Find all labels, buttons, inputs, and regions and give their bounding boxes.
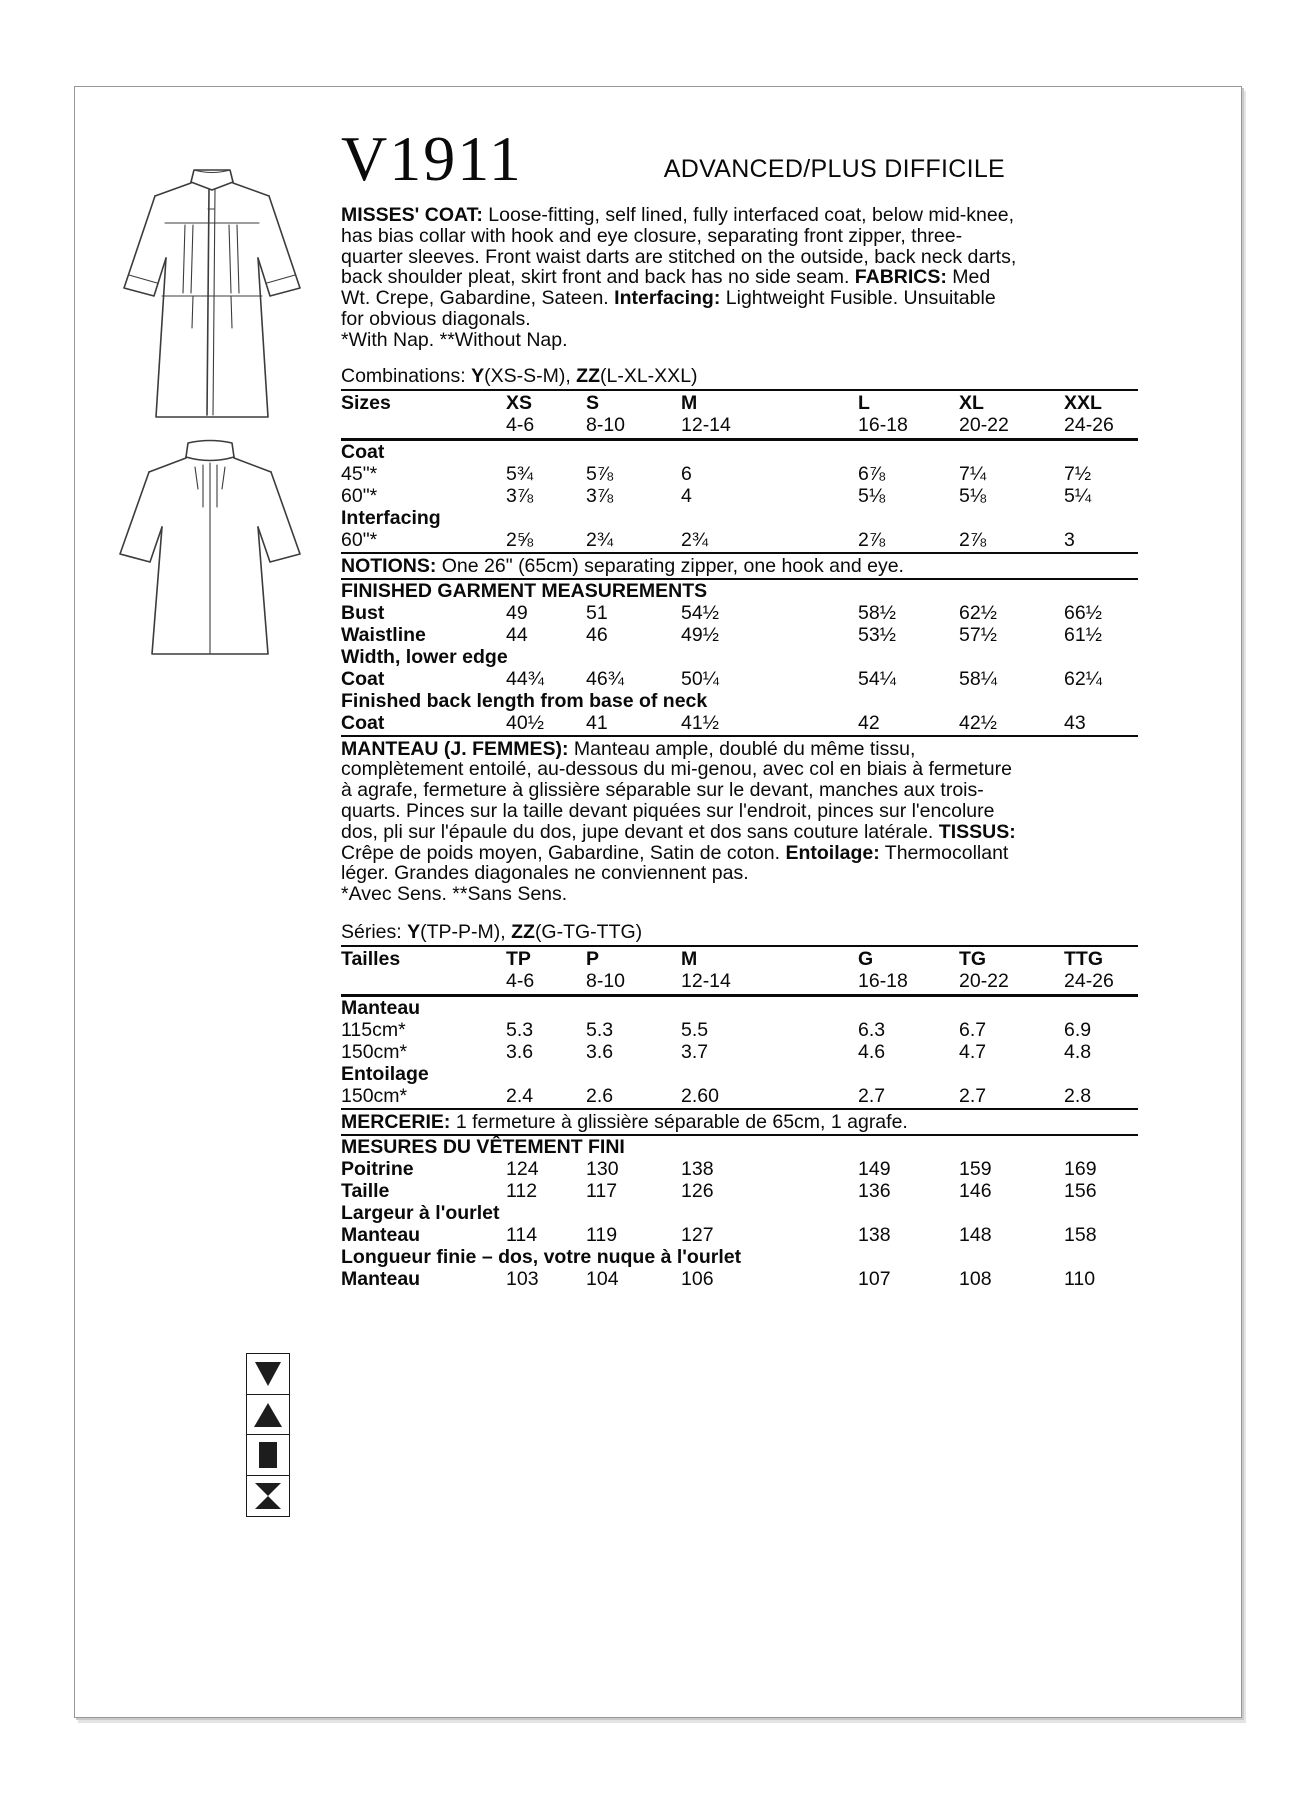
cell-value: 62½ [959,601,997,624]
cell-value: 5¼ [1064,484,1092,507]
english-description [341,205,1019,330]
cell-value: 2.7 [959,1084,987,1107]
table-header-row [341,948,1138,970]
cell-value: 44 [506,623,528,646]
cell-value: 46 [586,623,608,646]
column-header: XL [959,391,984,414]
column-header: M [681,391,698,414]
cell-value: 4.6 [858,1040,886,1063]
table-subheader-row [341,414,1138,436]
table-row [341,1108,1138,1136]
cell-value: 110 [1064,1267,1096,1290]
cell-value: 49½ [681,623,719,646]
cell-value: 7¼ [959,462,987,485]
series-line [341,921,1141,943]
cell-value: 108 [959,1267,992,1290]
row-label: Coat [341,667,385,690]
english-size-table-body [341,441,1138,737]
cell-value: 54¼ [858,667,896,690]
cell-value: 146 [959,1179,992,1202]
cell-value: 4.8 [1064,1040,1092,1063]
cell-value: 2.4 [506,1084,534,1107]
nap-triangle-up-icon [246,1394,290,1436]
combination-group: Y [471,364,485,387]
table-row [341,1085,1138,1107]
pattern-number: V1911 [341,123,523,194]
cell-value: 130 [586,1157,619,1180]
column-header: S [586,391,600,414]
cell-value: 3.7 [681,1040,709,1063]
column-subheader: 16-18 [858,969,908,992]
table-row [341,668,1138,690]
french-description [341,739,1019,885]
column-subheader: 24-26 [1064,413,1114,436]
cell-value: 61½ [1064,623,1102,646]
column-header: Tailles [341,947,401,970]
row-label: Manteau [341,1223,421,1246]
cell-value: 3⅞ [506,484,534,507]
cell-value: 58¼ [959,667,997,690]
cell-value: 6⅞ [858,462,886,485]
column-header: Sizes [341,391,391,414]
cell-value: 2⅞ [858,528,886,551]
difficulty-label: ADVANCED/PLUS DIFFICILE [663,155,1005,183]
cell-value: 117 [586,1179,618,1202]
section-label: MESURES DU VÊTEMENT FINI [341,1135,625,1158]
cell-value: 3.6 [506,1040,534,1063]
note-text: MERCERIE: 1 fermeture à glissière séparable de 65cm, 1 agrafe. [341,1110,908,1133]
cell-value: 148 [959,1223,992,1246]
column-subheader: 12-14 [681,413,731,436]
section-label: Width, lower edge [341,645,508,668]
column-header: P [586,947,600,970]
combination-group: ZZ [576,364,600,387]
column-subheader: 4-6 [506,413,535,436]
coat-back-technical-drawing [99,437,321,667]
series-sizes: (TP-P-M), [420,920,512,943]
fabrics-label: FABRICS: [854,266,947,289]
section-label: Longueur finie – dos, votre nuque à l'ourlet [341,1245,742,1268]
interfacing-text: Lightweight Fusible. Unsuitable for obvious diagonals. [341,287,996,330]
table-row [341,1224,1138,1246]
cell-value: 54½ [681,601,719,624]
cell-value: 5⅛ [959,484,987,507]
table-row [341,441,1138,463]
cell-value: 43 [1064,711,1086,734]
cell-value: 114 [506,1223,538,1246]
table-row [341,552,1138,580]
table-row [341,1268,1138,1290]
entoilage-text: Thermocollant léger. Grandes diagonales ne conviennent pas. [341,841,1009,885]
main-content [341,87,1141,1290]
description-text-fr: Manteau ample, doublé du même tissu, complètement entoilé, au-dessous du mi-genou, avec col en biais à fermeture à agrafe, fermeture à glissière séparable sur le devant, manches aux trois-quarts. Pinces sur la taille devant piquées sur l'endroit, pinces sur l'encolure dos, pli sur l'épaule du dos, jupe devant et dos sans couture latérale. [341,737,1012,843]
column-subheader: 24-26 [1064,969,1114,992]
cell-value: 5⅞ [586,462,614,485]
nap-triangle-down-icon [246,1353,290,1395]
cell-value: 112 [506,1179,538,1202]
english-nap-note: *With Nap. **Without Nap. [341,328,568,351]
cell-value: 44¾ [506,667,544,690]
section-label: Coat [341,440,385,463]
row-label: 60"* [341,528,378,551]
note-text: NOTIONS: One 26" (65cm) separating zipper, one hook and eye. [341,554,904,577]
cell-value: 50¼ [681,667,719,690]
cell-value: 2⅞ [959,528,987,551]
table-row [341,1063,1138,1085]
table-header [341,389,1138,441]
row-label: 150cm* [341,1040,408,1063]
cell-value: 2¾ [586,528,614,551]
table-row [341,463,1138,485]
cell-value: 2.60 [681,1084,719,1107]
french-nap-note: *Avec Sens. **Sans Sens. [341,883,568,906]
table-row [341,485,1138,507]
column-subheader: 4-6 [506,969,535,992]
cell-value: 3.6 [586,1040,614,1063]
cell-value: 58½ [858,601,896,624]
cell-value: 5¾ [506,462,534,485]
cell-value: 57½ [959,623,997,646]
row-label: Waistline [341,623,426,646]
nap-hourglass-icon [246,1475,290,1517]
table-row [341,624,1138,646]
cell-value: 2.7 [858,1084,886,1107]
column-header: M [681,947,698,970]
combinations-prefix: Combinations: [341,364,472,387]
cell-value: 2.6 [586,1084,614,1107]
table-row [341,997,1138,1019]
cell-value: 103 [506,1267,539,1290]
series-group: ZZ [511,920,535,943]
cell-value: 156 [1064,1179,1097,1202]
cell-value: 40½ [506,711,544,734]
column-subheader: 20-22 [959,969,1009,992]
table-row [341,580,1138,602]
cell-value: 158 [1064,1223,1097,1246]
cell-value: 3 [1064,528,1075,551]
cell-value: 149 [858,1157,891,1180]
row-label: Coat [341,711,385,734]
french-size-table-body [341,997,1138,1290]
cell-value: 41½ [681,711,719,734]
column-header: TG [959,947,987,970]
table-header-row [341,392,1138,414]
table-row [341,646,1138,668]
interfacing-label: Interfacing: [614,287,721,310]
description-text: Loose-fitting, self lined, fully interfaced coat, below mid-knee, has bias collar with hook and eye closure, separating front zipper, three-quarter sleeves. Front waist darts are stitched on the outside, back neck darts, back shoulder pleat, skirt front and back has no side seam. [341,204,1017,289]
cell-value: 42½ [959,711,997,734]
column-subheader: 8-10 [586,413,626,436]
table-row [341,507,1138,529]
cell-value: 6.7 [959,1018,987,1041]
cell-value: 51 [586,601,608,624]
cell-value: 2⅝ [506,528,534,551]
section-label: Finished back length from base of neck [341,689,708,712]
cell-value: 126 [681,1179,714,1202]
combination-sizes: (L-XL-XXL) [600,364,698,387]
table-row [341,1246,1138,1268]
cell-value: 169 [1064,1157,1097,1180]
table-row [341,1136,1138,1158]
cell-value: 138 [858,1223,891,1246]
row-label: Bust [341,601,385,624]
section-label: Interfacing [341,506,441,529]
cell-value: 66½ [1064,601,1102,624]
title-row [341,123,1005,194]
column-header: L [858,391,870,414]
cell-value: 5.3 [506,1018,534,1041]
table-row [341,1180,1138,1202]
table-row [341,529,1138,551]
row-label: Poitrine [341,1157,414,1180]
cell-value: 159 [959,1157,992,1180]
cell-value: 106 [681,1267,714,1290]
entoilage-label: Entoilage: [785,841,880,864]
cell-value: 6.9 [1064,1018,1092,1041]
column-subheader [341,970,506,992]
cell-value: 127 [681,1223,714,1246]
cell-value: 119 [586,1223,618,1246]
table-subheader-row [341,970,1138,992]
cell-value: 136 [858,1179,891,1202]
cell-value: 4.7 [959,1040,987,1063]
cell-value: 107 [858,1267,891,1290]
english-size-table [341,389,1138,737]
column-header: XXL [1064,391,1102,414]
cell-value: 6 [681,462,692,485]
row-label: 60"* [341,484,378,507]
series-prefix: Séries: [341,920,408,943]
table-row [341,1019,1138,1041]
row-label: 150cm* [341,1084,408,1107]
column-subheader: 16-18 [858,413,908,436]
section-label: Largeur à l'ourlet [341,1201,500,1224]
garment-label: MISSES' COAT: [341,204,483,226]
combinations-line [341,365,1141,387]
cell-value: 41 [586,711,608,734]
column-subheader: 8-10 [586,969,626,992]
table-row [341,602,1138,624]
pattern-envelope-back [74,86,1242,1718]
nap-symbols-column [246,1355,290,1517]
table-row [341,1158,1138,1180]
cell-value: 62¼ [1064,667,1102,690]
tissus-text: Crêpe de poids moyen, Gabardine, Satin de coton. [341,841,786,864]
table-row [341,1202,1138,1224]
table-header [341,945,1138,997]
cell-value: 4 [681,484,692,507]
cell-value: 46¾ [586,667,624,690]
row-label: Taille [341,1179,390,1202]
column-subheader: 20-22 [959,413,1009,436]
cell-value: 3⅞ [586,484,614,507]
french-size-table [341,945,1138,1290]
cell-value: 138 [681,1157,714,1180]
cell-value: 2.8 [1064,1084,1092,1107]
combination-sizes: (XS-S-M), [484,364,577,387]
cell-value: 5⅛ [858,484,886,507]
row-label: 45"* [341,462,378,485]
tissus-label: TISSUS: [938,820,1016,843]
column-header: TTG [1064,947,1103,970]
series-group: Y [407,920,421,943]
cell-value: 104 [586,1267,619,1290]
cell-value: 53½ [858,623,896,646]
column-header: XS [506,391,533,414]
cell-value: 6.3 [858,1018,886,1041]
nap-rectangle-icon [246,1434,290,1476]
column-header: G [858,947,874,970]
cell-value: 5.5 [681,1018,709,1041]
row-label: 115cm* [341,1018,406,1041]
cell-value: 2¾ [681,528,709,551]
column-subheader: 12-14 [681,969,731,992]
cell-value: 124 [506,1157,539,1180]
coat-front-technical-drawing [93,165,331,431]
section-label: Manteau [341,996,421,1019]
cell-value: 5.3 [586,1018,614,1041]
section-label: Entoilage [341,1062,429,1085]
row-label: Manteau [341,1267,421,1290]
cell-value: 49 [506,601,528,624]
fabrics-text: Med Wt. Crepe, Gabardine, Sateen. [341,266,991,310]
column-subheader [341,414,506,436]
section-label: FINISHED GARMENT MEASUREMENTS [341,579,708,602]
series-sizes: (G-TG-TTG) [534,920,643,943]
table-row [341,712,1138,734]
table-row [341,690,1138,712]
column-header: TP [506,947,531,970]
table-row [341,1041,1138,1063]
cell-value: 42 [858,711,880,734]
garment-label-fr: MANTEAU (J. FEMMES): [341,737,569,760]
cell-value: 7½ [1064,462,1092,485]
